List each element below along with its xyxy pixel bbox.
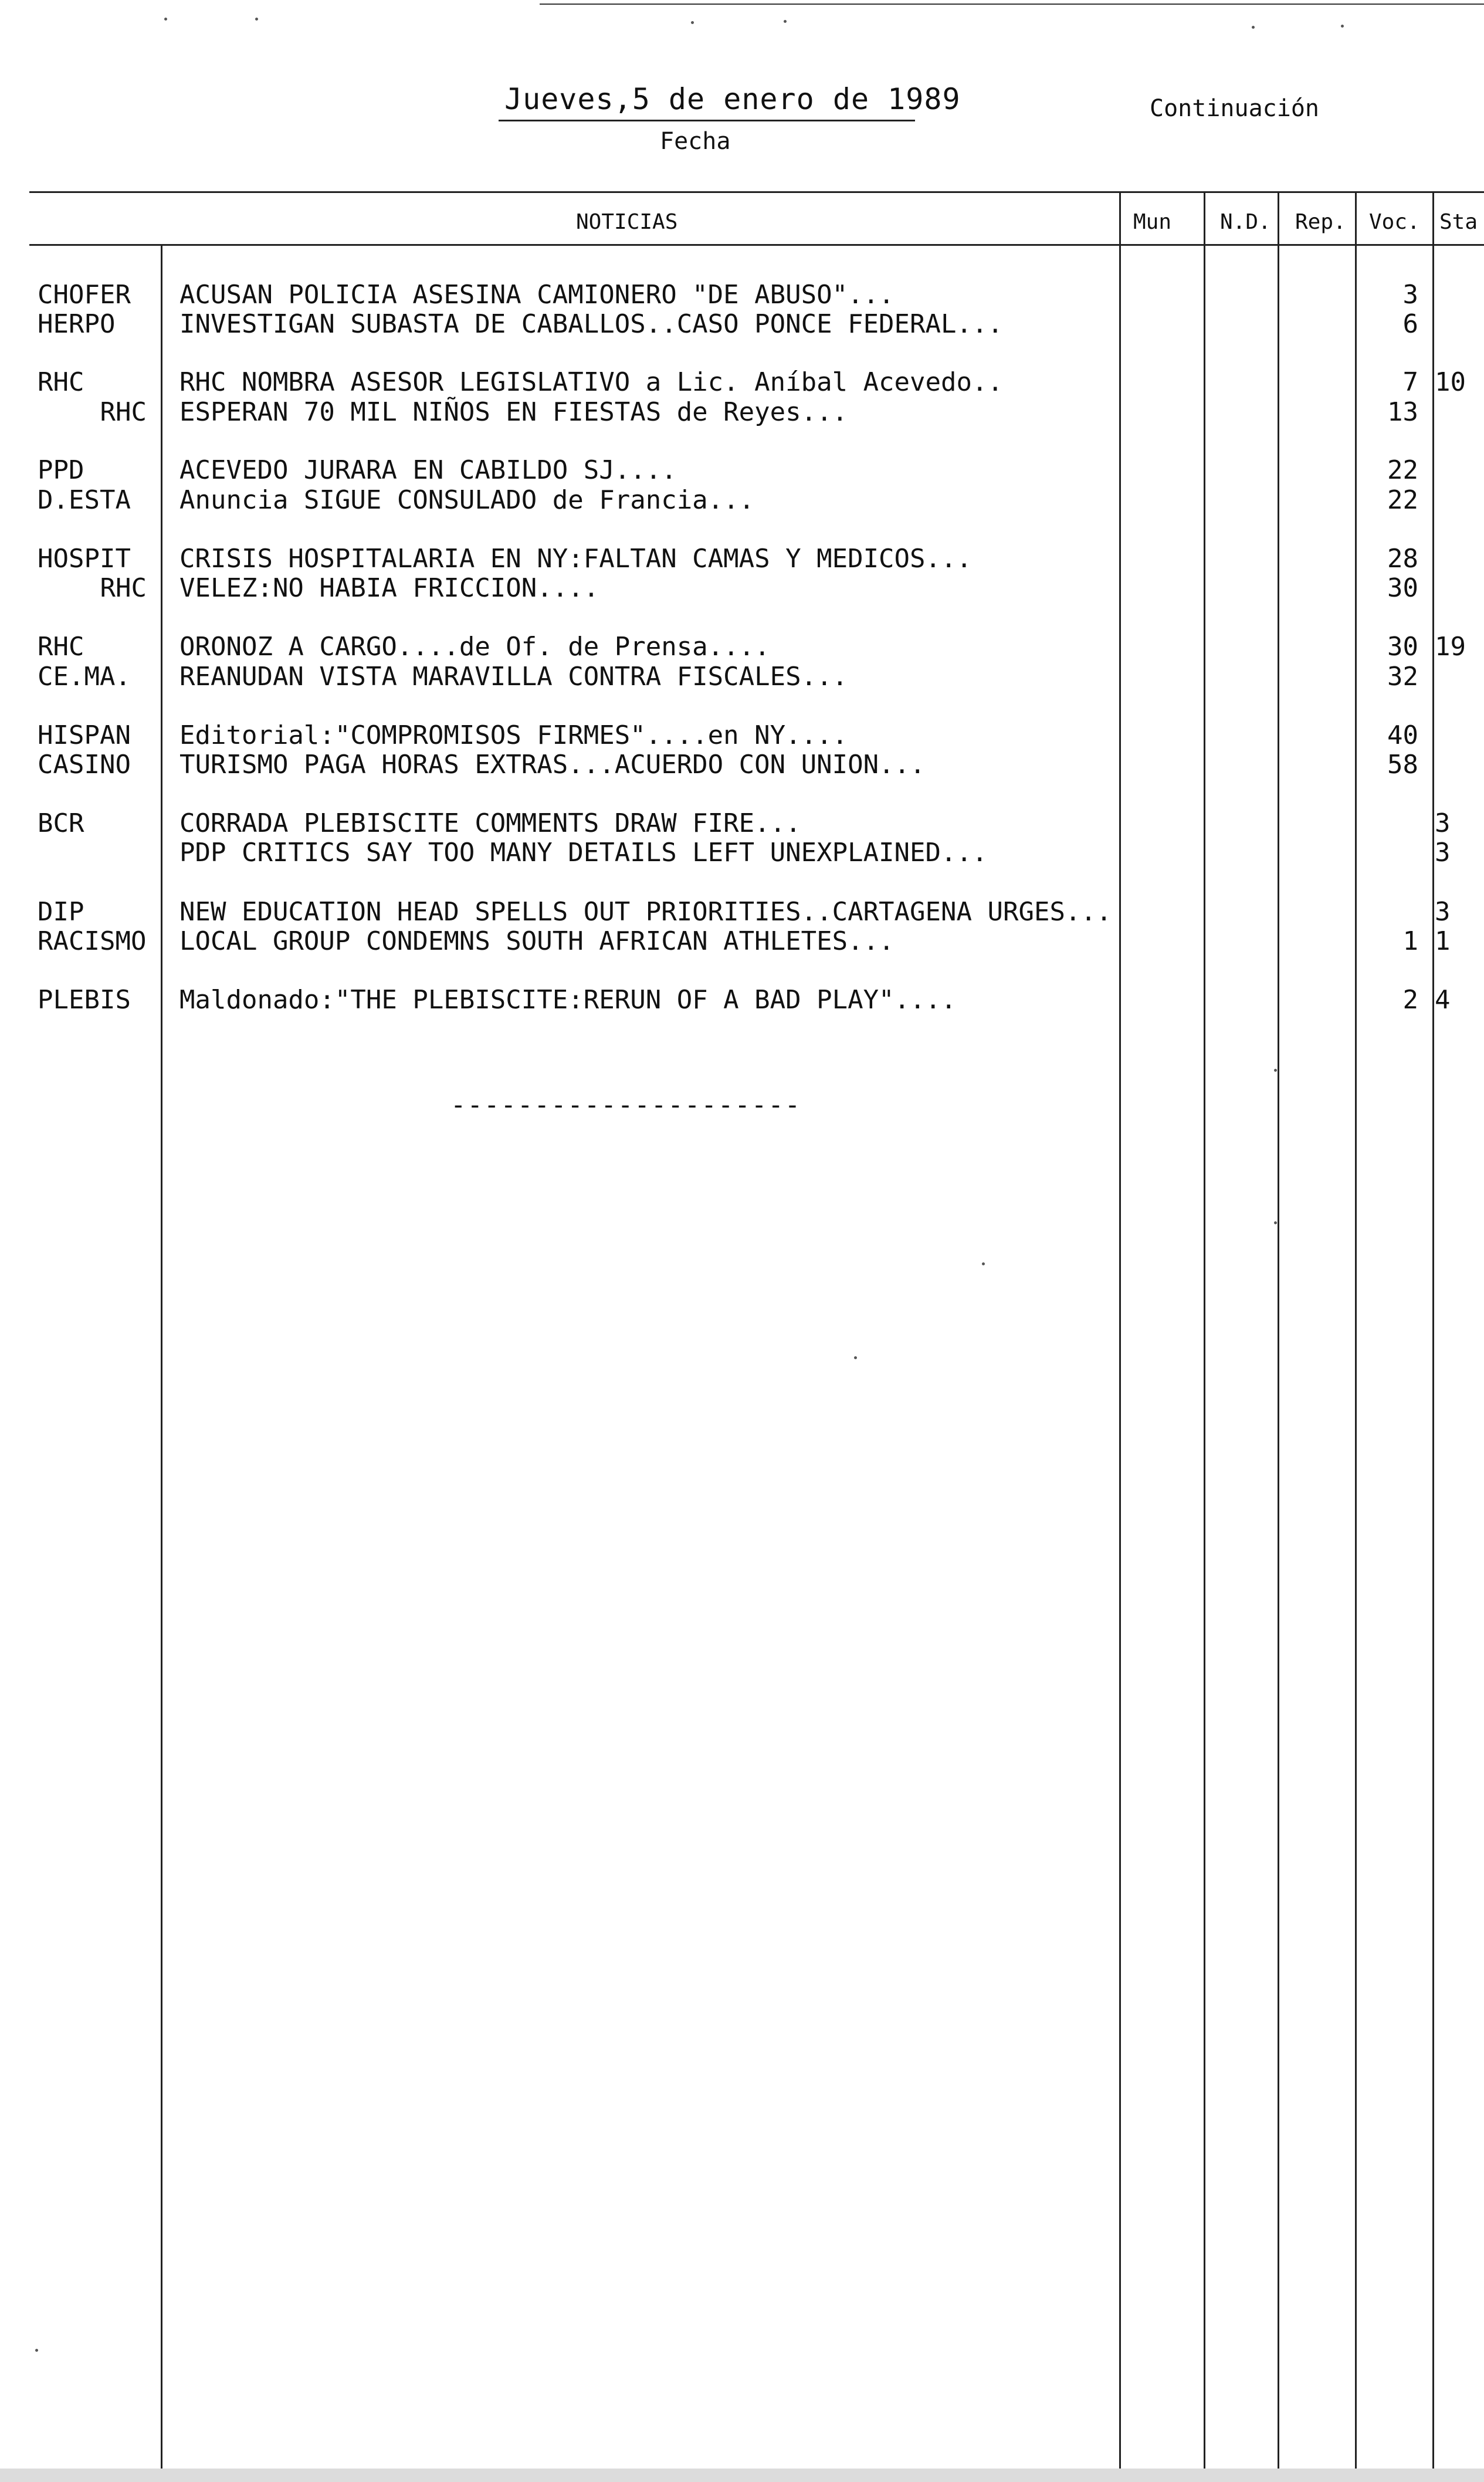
scan-speck	[691, 21, 694, 24]
table-row	[0, 544, 1484, 574]
row-code: RHC	[38, 367, 84, 397]
row-headline: CORRADA PLEBISCITE COMMENTS DRAW FIRE...	[179, 808, 801, 838]
row-voc: 22	[1387, 485, 1418, 515]
row-headline: PDP CRITICS SAY TOO MANY DETAILS LEFT UNEXPLAINED...	[179, 838, 988, 868]
row-voc: 1	[1402, 926, 1418, 956]
table-row	[0, 926, 1484, 957]
row-code: RACISMO	[38, 926, 147, 956]
row-voc: 3	[1402, 280, 1418, 310]
row-sta: 3	[1435, 897, 1451, 927]
date-caption: Fecha	[660, 128, 731, 155]
table-row	[0, 662, 1484, 692]
row-code: CE.MA.	[38, 662, 131, 692]
row-headline: Maldonado:"THE PLEBISCITE:RERUN OF A BAD PLAY"....	[179, 985, 957, 1015]
row-headline: VELEZ:NO HABIA FRICCION....	[179, 573, 599, 603]
row-code: HISPAN	[38, 720, 131, 750]
row-code: CHOFER	[38, 280, 131, 310]
row-voc: 28	[1387, 544, 1418, 574]
table-row	[0, 280, 1484, 310]
table-row	[0, 838, 1484, 868]
row-headline: ESPERAN 70 MIL NIÑOS EN FIESTAS de Reyes...	[179, 397, 848, 427]
row-sta: 1	[1435, 926, 1451, 956]
table-row	[0, 455, 1484, 486]
table-row	[0, 573, 1484, 604]
table-row	[0, 309, 1484, 340]
separator-dashes: ---------------------	[450, 1090, 802, 1120]
row-sta: 4	[1435, 985, 1451, 1015]
row-headline: Anuncia SIGUE CONSULADO de Francia...	[179, 485, 755, 515]
column-header-noticias: NOTICIAS	[576, 210, 678, 234]
scan-speck	[1252, 26, 1255, 29]
row-sta: 3	[1435, 838, 1451, 868]
row-headline: INVESTIGAN SUBASTA DE CABALLOS..CASO PONCE FEDERAL...	[179, 309, 1003, 339]
scan-bottom-edge	[0, 2469, 1484, 2482]
table-row	[0, 485, 1484, 516]
scan-speck	[35, 2349, 38, 2352]
top-rule	[540, 4, 1484, 5]
continuation-label: Continuación	[1150, 95, 1319, 122]
row-code: RHC	[38, 632, 84, 662]
date-line: Jueves,5 de enero de 1989	[504, 82, 961, 116]
row-headline: LOCAL GROUP CONDEMNS SOUTH AFRICAN ATHLETES...	[179, 926, 895, 956]
row-code: D.ESTA	[38, 485, 131, 515]
row-code: HERPO	[38, 309, 116, 339]
row-headline: ORONOZ A CARGO....de Of. de Prensa....	[179, 632, 770, 662]
scan-speck	[982, 1262, 985, 1265]
table-header-rule	[29, 244, 1484, 246]
column-divider-sta	[1432, 191, 1434, 2482]
row-code: DIP	[38, 897, 84, 927]
column-divider-mun	[1119, 191, 1121, 2482]
column-header-mun: Mun	[1133, 210, 1172, 234]
row-headline: ACEVEDO JURARA EN CABILDO SJ....	[179, 455, 677, 485]
column-header-voc: Voc.	[1369, 210, 1420, 234]
row-voc: 7	[1402, 367, 1418, 397]
row-code: RHC	[100, 573, 147, 603]
row-sta: 3	[1435, 808, 1451, 838]
table-row	[0, 632, 1484, 662]
row-code: PLEBIS	[38, 985, 131, 1015]
row-voc: 30	[1387, 632, 1418, 662]
table-top-rule	[29, 191, 1484, 193]
column-header-nd: N.D.	[1220, 210, 1271, 234]
row-headline: REANUDAN VISTA MARAVILLA CONTRA FISCALES...	[179, 662, 848, 692]
scan-speck	[255, 18, 258, 21]
row-headline: NEW EDUCATION HEAD SPELLS OUT PRIORITIES..CARTAGENA URGES...	[179, 897, 1112, 927]
row-code: HOSPIT	[38, 544, 131, 574]
row-voc: 58	[1387, 750, 1418, 780]
scan-speck	[1274, 1069, 1277, 1072]
row-voc: 22	[1387, 455, 1418, 485]
scan-speck	[1341, 25, 1344, 28]
column-divider-voc	[1355, 191, 1357, 2482]
table-row	[0, 750, 1484, 780]
row-sta: 10	[1435, 367, 1466, 397]
row-headline: ACUSAN POLICIA ASESINA CAMIONERO "DE ABUSO"...	[179, 280, 895, 310]
scan-speck	[784, 20, 787, 23]
table-row	[0, 808, 1484, 839]
row-code: BCR	[38, 808, 84, 838]
column-header-sta: Sta	[1439, 210, 1478, 234]
row-code: RHC	[100, 397, 147, 427]
table-row	[0, 720, 1484, 751]
row-voc: 30	[1387, 573, 1418, 603]
row-voc: 32	[1387, 662, 1418, 692]
column-divider-nd	[1204, 191, 1205, 2482]
scan-speck	[164, 18, 167, 21]
row-voc: 6	[1402, 309, 1418, 339]
row-voc: 13	[1387, 397, 1418, 427]
row-headline: TURISMO PAGA HORAS EXTRAS...ACUERDO CON UNION...	[179, 750, 926, 780]
row-headline: CRISIS HOSPITALARIA EN NY:FALTAN CAMAS Y MEDICOS...	[179, 544, 973, 574]
scan-speck	[1274, 1221, 1277, 1224]
table-row	[0, 397, 1484, 428]
scan-speck	[854, 1356, 857, 1359]
table-row	[0, 985, 1484, 1015]
row-headline: RHC NOMBRA ASESOR LEGISLATIVO a Lic. Aníbal Acevedo..	[179, 367, 1003, 397]
date-underline	[499, 120, 915, 121]
row-sta: 19	[1435, 632, 1466, 662]
column-divider-rep	[1278, 191, 1279, 2482]
row-voc: 40	[1387, 720, 1418, 750]
table-row	[0, 367, 1484, 398]
table-row	[0, 897, 1484, 927]
row-code: CASINO	[38, 750, 131, 780]
row-headline: Editorial:"COMPROMISOS FIRMES"....en NY....	[179, 720, 848, 750]
column-header-rep: Rep.	[1295, 210, 1346, 234]
row-code: PPD	[38, 455, 84, 485]
row-voc: 2	[1402, 985, 1418, 1015]
